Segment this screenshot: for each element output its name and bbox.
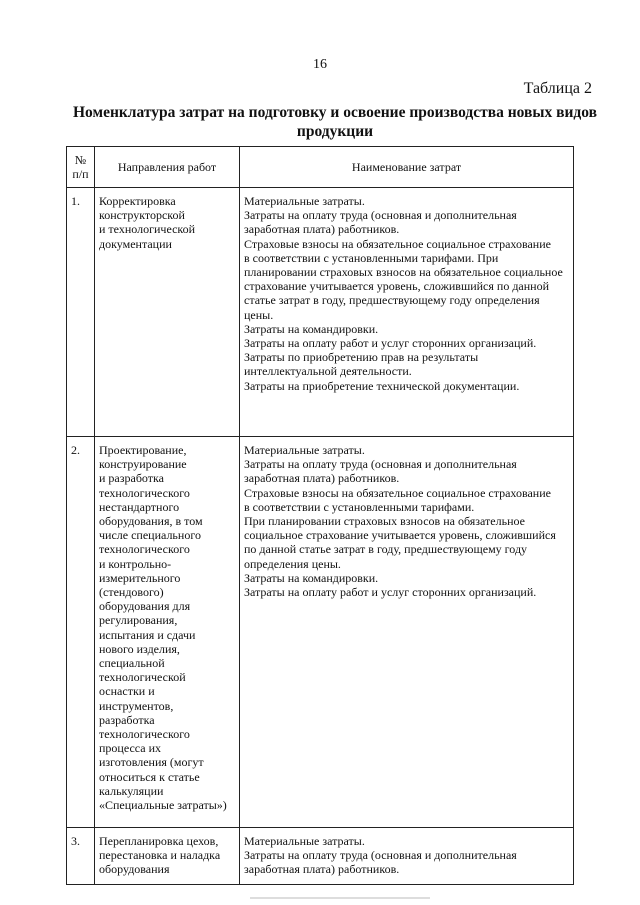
cell-line: конструкторской	[99, 208, 185, 223]
table-header-row	[67, 147, 574, 188]
table-row	[67, 437, 574, 828]
cell-line: и технологической	[99, 222, 196, 237]
cell-line: Страховые взносы на обязательное социальное страхование	[244, 236, 551, 251]
cell-line: Материальные затраты.	[244, 194, 365, 208]
cell-line: Проектирование,	[99, 443, 187, 457]
table-row	[67, 188, 574, 437]
cell-line: нестандартного	[99, 499, 180, 514]
cell-line: Затраты на оплату работ и услуг сторонних организаций.	[244, 585, 537, 600]
cost-nomenclature-table	[66, 146, 574, 885]
cell-line: Корректировка	[99, 194, 176, 208]
row-direction	[95, 437, 240, 828]
cell-line: оборудования, в том	[99, 514, 203, 529]
cell-line: оборудования	[99, 862, 170, 877]
cell-line: заработная плата) работников.	[244, 862, 400, 877]
row-costs	[240, 437, 574, 828]
cell-line: калькуляции	[99, 783, 164, 798]
cell-line: технологического	[99, 542, 190, 557]
cell-line: процесса их	[99, 741, 162, 756]
cell-line: измерительного	[99, 570, 181, 585]
header-num-line: п/п	[72, 167, 89, 181]
cell-line: (стендового)	[99, 585, 164, 600]
cell-line: интеллектуальной деятельности.	[244, 364, 412, 379]
cell-line: планировании страховых взносов на обязательное социальное	[244, 265, 563, 280]
cell-line: нового изделия,	[99, 641, 180, 656]
cell-line: в соответствии с установленными тарифами.	[244, 499, 475, 514]
title-line: Номенклатура затрат на подготовку и освоение производства новых видов	[73, 104, 597, 121]
cell-line: Материальные затраты.	[244, 834, 365, 848]
row-costs	[240, 828, 574, 885]
cell-line: заработная плата) работников.	[244, 222, 400, 237]
cell-line: Затраты на командировки.	[244, 321, 379, 336]
document-title	[70, 103, 600, 141]
table-label: Таблица 2	[523, 80, 592, 97]
cell-line: перестановка и наладка	[99, 848, 221, 863]
cell-line: и контрольно-	[99, 556, 172, 571]
cell-line: страхование учитывается уровень, сложившийся по данной	[244, 279, 550, 294]
row-direction	[95, 828, 240, 885]
cell-line: Затраты на приобретение технической документации.	[244, 378, 520, 393]
cell-line: оснастки и	[99, 684, 155, 699]
cell-line: Материальные затраты.	[244, 443, 365, 457]
scan-edge-mark	[250, 897, 430, 899]
cell-line: статье затрат в году, предшествующему году определения	[244, 293, 540, 308]
cell-line: регулирования,	[99, 613, 178, 628]
row-direction	[95, 188, 240, 437]
cell-line: Затраты на командировки.	[244, 570, 379, 585]
row-num: 2.	[67, 437, 95, 828]
cell-line: социальное страхование учитывается уровень, сложившийся	[244, 528, 556, 543]
cell-line: технологического	[99, 727, 190, 742]
cell-line: специальной	[99, 656, 165, 671]
cell-line: При планировании страховых взносов на обязательное	[244, 514, 525, 529]
header-costs: Наименование затрат	[240, 147, 574, 188]
header-num	[67, 147, 95, 188]
cell-line: конструирование	[99, 457, 187, 472]
row-num: 1.	[67, 188, 95, 437]
row-num: 3.	[67, 828, 95, 885]
cell-line: цены.	[244, 307, 274, 322]
cell-line: оборудования для	[99, 599, 191, 614]
cell-line: в соответствии с установленными тарифами. При	[244, 250, 499, 265]
cell-line: инструментов,	[99, 698, 174, 713]
page-number: 16	[313, 57, 327, 72]
row-costs	[240, 188, 574, 437]
header-direction: Направления работ	[95, 147, 240, 188]
cell-line: изготовления (могут	[99, 755, 204, 770]
cell-line: Затраты по приобретению прав на результаты	[244, 350, 479, 365]
cell-line: Затраты на оплату труда (основная и дополнительная	[244, 457, 517, 472]
cell-line: числе специального	[99, 528, 201, 543]
cell-line: и разработка	[99, 471, 164, 486]
title-line: продукции	[296, 123, 374, 140]
header-num-line: №	[74, 152, 87, 167]
cell-line: технологической	[99, 670, 186, 685]
table-row	[67, 828, 574, 885]
cell-line: по данной статье затрат в году, предшествующему году	[244, 542, 528, 557]
cell-line: Затраты на оплату труда (основная и дополнительная	[244, 208, 517, 223]
cell-line: «Специальные затраты»)	[99, 798, 227, 813]
cell-line: относиться к статье	[99, 769, 200, 784]
cell-line: Затраты на оплату труда (основная и дополнительная	[244, 848, 517, 863]
cell-line: Перепланировка цехов,	[99, 834, 219, 848]
cell-line: определения цены.	[244, 556, 341, 571]
cell-line: заработная плата) работников.	[244, 471, 400, 486]
cell-line: Страховые взносы на обязательное социальное страхование	[244, 485, 551, 500]
cell-line: Затраты на оплату работ и услуг сторонних организаций.	[244, 336, 537, 351]
cell-line: разработка	[99, 712, 155, 727]
cell-line: документации	[99, 236, 172, 251]
cell-line: испытания и сдачи	[99, 627, 196, 642]
cell-line: технологического	[99, 485, 190, 500]
